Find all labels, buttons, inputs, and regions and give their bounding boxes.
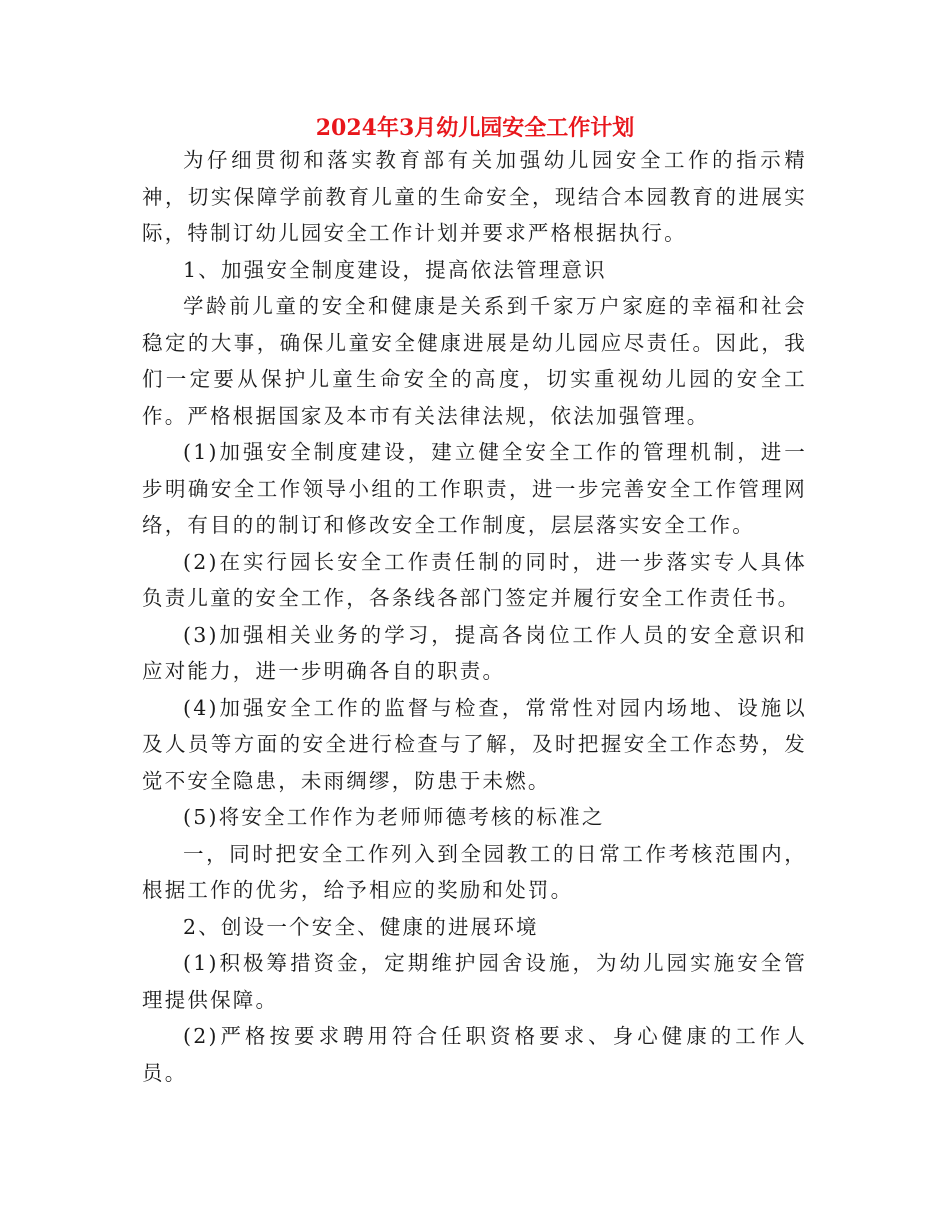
list-item-5: (5)将安全工作作为老师师德考核的标准之 bbox=[183, 805, 605, 829]
list-item-3: (3)加强相关业务的学习，提高各岗位工作人员的安全意识和应对能力，进一步明确各自的职责。 bbox=[142, 622, 807, 683]
list-item-4: (4)加强安全工作的监督与检查，常常性对园内场地、设施以及人员等方面的安全进行检查与了解，及时把握安全工作态势，发觉不安全隐患，未雨绸缪，防患于未燃。 bbox=[142, 695, 807, 793]
document-body bbox=[142, 142, 807, 1091]
list-item-1: (1)加强安全制度建设，建立健全安全工作的管理机制，进一步明确安全工作领导小组的工作职责，进一步完善安全工作管理网络，有目的的制订和修改安全工作制度，层层落实安全工作。 bbox=[142, 440, 807, 537]
list-item-2-2: (2)严格按要求聘用符合任职资格要求、身心健康的工作人员。 bbox=[142, 1024, 807, 1085]
section-heading-2: 2、创设一个安全、健康的进展环境 bbox=[183, 914, 539, 939]
paragraph-intro: 为仔细贯彻和落实教育部有关加强幼儿园安全工作的指示精神，切实保障学前教育儿童的生命安全，现结合本园教育的进展实际，特制订幼儿园安全工作计划并要求严格根据执行。 bbox=[142, 148, 807, 245]
document-title: 2024年3月幼儿园安全工作计划 bbox=[315, 115, 635, 141]
list-item-2-1: (1)积极筹措资金，定期维护园舍设施，为幼儿园实施安全管理提供保障。 bbox=[142, 951, 807, 1012]
list-item-2: (2)在实行园长安全工作责任制的同时，进一步落实专人具体负责儿童的安全工作，各条线各部门签定并履行安全工作责任书。 bbox=[142, 549, 807, 610]
paragraph-section-1-intro: 学龄前儿童的安全和健康是关系到千家万户家庭的幸福和社会稳定的大事，确保儿童安全健康进展是幼儿园应尽责任。因此，我们一定要从保护儿童生命安全的高度，切实重视幼儿园的安全工作。严格根据国家及本市有关法律法规，依法加强管理。 bbox=[142, 294, 807, 428]
list-item-5-continued: 一，同时把安全工作列入到全园教工的日常工作考核范围内，根据工作的优劣，给予相应的奖励和处罚。 bbox=[142, 841, 807, 902]
section-heading-1: 1、加强安全制度建设，提高依法管理意识 bbox=[183, 257, 607, 282]
